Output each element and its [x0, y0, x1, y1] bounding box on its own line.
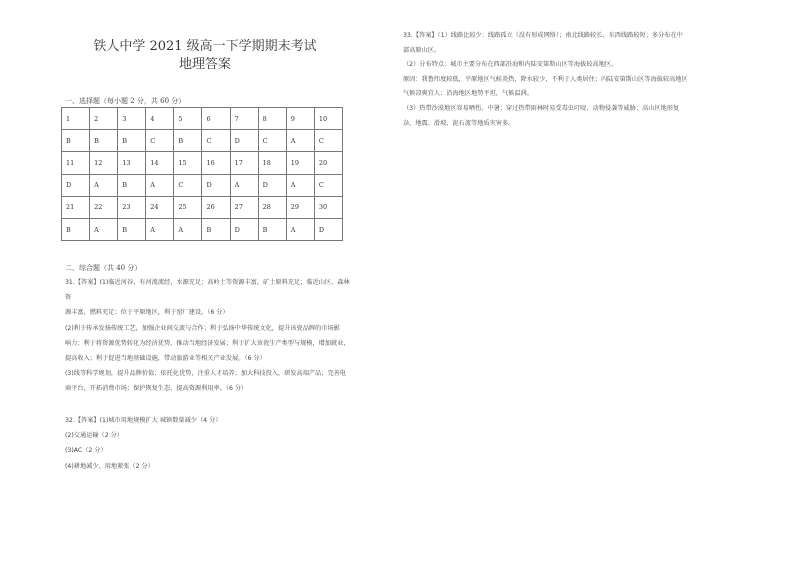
- table-cell: 5: [174, 108, 202, 130]
- answer-letter-row: [62, 174, 343, 196]
- q33-line: （2）分布特点：城市主要分布在西部沿海和内陆安第斯山区等海拔较高地区。: [403, 61, 618, 69]
- table-cell: 30: [314, 196, 342, 218]
- table-cell: C: [314, 130, 342, 152]
- table-cell: 26: [202, 196, 230, 218]
- table-cell: C: [146, 130, 174, 152]
- table-cell: 17: [230, 152, 258, 174]
- table-cell: C: [202, 130, 230, 152]
- q31-line: (2)利于传承发扬传统工艺，加强企业间交流与合作；利于弘扬中华传统文化，提升该瓷品牌的市场影: [65, 324, 340, 332]
- table-cell: D: [230, 130, 258, 152]
- q33-line: 杂，地震、滑坡、泥石流等地质灾害多。: [403, 119, 515, 127]
- table-cell: 15: [174, 152, 202, 174]
- table-cell: 27: [230, 196, 258, 218]
- table-cell: 8: [258, 108, 286, 130]
- q33-line: 原因：我鲁纬度较低，平原地区气候炎热，降水较少，不利于人类居住；内陆安第斯山区等海拔较高地区: [403, 75, 688, 83]
- table-cell: B: [118, 218, 146, 240]
- table-cell: 2: [90, 108, 118, 130]
- table-cell: C: [174, 174, 202, 196]
- table-cell: A: [146, 218, 174, 240]
- table-cell: 25: [174, 196, 202, 218]
- question-number-row: [62, 196, 343, 218]
- table-cell: A: [146, 174, 174, 196]
- table-cell: D: [62, 174, 90, 196]
- q33-line: （3）热带沙漠地区容易晒伤、中暑；穿过热带雨林时易受毒虫叮咬、动物侵袭等威胁；高山区地形复: [403, 104, 680, 112]
- table-cell: A: [286, 174, 314, 196]
- table-cell: D: [258, 174, 286, 196]
- question-number-row: [62, 108, 343, 130]
- table-cell: A: [286, 218, 314, 240]
- table-cell: B: [258, 218, 286, 240]
- answer-letter-row: [62, 130, 343, 152]
- question-number-row: [62, 152, 343, 174]
- table-cell: B: [118, 174, 146, 196]
- answer-table: [61, 107, 343, 241]
- q33-line: 气候凉爽宜人；沿海地区地势平坦，气候温润。: [403, 90, 533, 98]
- table-cell: 16: [202, 152, 230, 174]
- table-cell: 20: [314, 152, 342, 174]
- table-cell: 1: [62, 108, 90, 130]
- q32-answer: [65, 413, 350, 474]
- table-cell: 21: [62, 196, 90, 218]
- exam-subtitle: 地理答案: [178, 57, 231, 72]
- table-cell: 14: [146, 152, 174, 174]
- table-cell: 19: [286, 152, 314, 174]
- q33-answer: [403, 29, 733, 131]
- q33-line: 33.【答案】（1）线路比较少：线路孤立（没有形成网络）；南北线路较长、东西线路较短；多分布在中: [403, 32, 683, 39]
- table-cell: B: [202, 218, 230, 240]
- table-cell: 18: [258, 152, 286, 174]
- table-cell: B: [62, 130, 90, 152]
- table-cell: 24: [146, 196, 174, 218]
- table-cell: 12: [90, 152, 118, 174]
- table-cell: C: [314, 174, 342, 196]
- table-cell: B: [62, 218, 90, 240]
- table-cell: D: [230, 218, 258, 240]
- table-cell: D: [314, 218, 342, 240]
- q31-line: (3)线等科学规划，提升品牌价值；依托化优势，注重人才培养；加大科技投入，研发高端产品；完善电: [65, 370, 347, 378]
- table-cell: A: [230, 174, 258, 196]
- table-cell: 9: [286, 108, 314, 130]
- table-cell: 11: [62, 152, 90, 174]
- q33-line: 部高原山区。: [403, 46, 441, 54]
- table-cell: A: [286, 130, 314, 152]
- q31-line: 31.【答案】(1)临近河谷，有河流流经，水源充足；高岭土等资源丰富，矿土原料充足；临近山区，森林资: [65, 279, 350, 302]
- table-cell: C: [258, 130, 286, 152]
- answer-letter-row: [62, 218, 343, 240]
- table-cell: 28: [258, 196, 286, 218]
- q32-line: (4)耕地减少、用地紧张（2 分）: [65, 462, 154, 470]
- table-cell: 13: [118, 152, 146, 174]
- table-cell: A: [90, 174, 118, 196]
- table-cell: A: [174, 218, 202, 240]
- table-cell: 22: [90, 196, 118, 218]
- table-cell: 10: [314, 108, 342, 130]
- exam-title: 铁人中学 2021 级高一下学期期末考试: [93, 39, 317, 54]
- q32-line: 32.【答案】(1)城市用地规模扩大 城镇数量减少（4 分）: [65, 417, 222, 424]
- table-cell: 4: [146, 108, 174, 130]
- table-cell: B: [90, 130, 118, 152]
- table-cell: 6: [202, 108, 230, 130]
- q31-answer: [65, 275, 350, 397]
- section2-heading: 二、综合题（共 40 分）: [65, 264, 142, 272]
- table-cell: 23: [118, 196, 146, 218]
- table-cell: B: [118, 130, 146, 152]
- table-cell: B: [174, 130, 202, 152]
- q32-line: (2)交通运输（2 分）: [65, 432, 123, 440]
- q31-line: 提高收入；利于促进当地基础设施，带动旅游业等相关产业发展。（6 分）: [65, 355, 266, 363]
- table-cell: 7: [230, 108, 258, 130]
- q31-line: 商平台，开拓消费市场；保护恢复生态，提高资源利用率。（6 分）: [65, 385, 248, 393]
- table-cell: D: [202, 174, 230, 196]
- table-cell: 29: [286, 196, 314, 218]
- q31-line: 源丰富，燃料充足；位于平原地区，利于窑厂建设。（6 分）: [65, 309, 229, 317]
- table-cell: 3: [118, 108, 146, 130]
- section1-heading: 一、选择题（每小题 2 分，共 60 分）: [65, 97, 186, 105]
- q32-line: (3)AC（2 分）: [65, 447, 107, 455]
- table-cell: A: [90, 218, 118, 240]
- q31-line: 响力；利于将资源优势转化为经济优势，推动当地经济发展；利于扩大该瓷生产类型与规模，增加就业，: [65, 339, 350, 347]
